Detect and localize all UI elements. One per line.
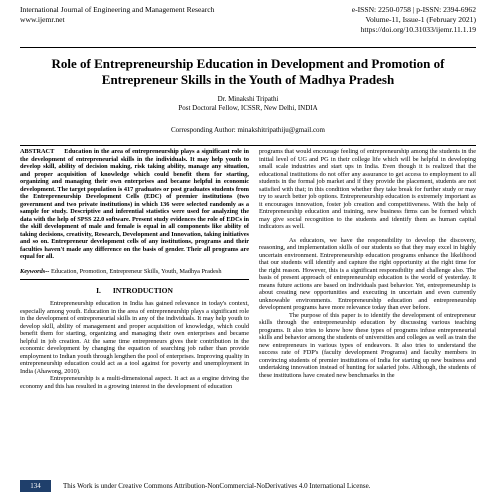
license-text: This Work is under Creative Commons Attribution-NonCommercial-NoDerivatives 4.0 International License. [63, 482, 371, 490]
author-name: Dr. Minakshi Tripathi [217, 95, 279, 103]
title-divider [20, 145, 476, 146]
keywords [20, 268, 249, 276]
left-column [20, 148, 249, 473]
header-right [352, 5, 476, 35]
volume-line: Volume-11, Issue-1 (February 2021) [365, 15, 476, 24]
journal-website[interactable]: www.ijemr.net [20, 15, 65, 24]
abstract [20, 148, 249, 261]
intro-paragraph-1: Entrepreneurship education in India has gained relevance in today's context, especially among youth. Education in the area of entrepreneurship plays a significant role in the development of entrepreneurial skills in any of the individuals. It may help youth to develop skill, ability of management and proper acquisition of knowledge, which could benefit them for starting, organizing and managing their own enterprises and became helpful in job creation. At the same time entrepreneurs gives their contribution in the economic development by changing the equation of searching job rather than provide employment to Indian youth through lengthen the pool of enterprises. Improving quality in entrepreneurship education could act as a tool against for poverty and unemployment in India (Ahawong, 2010). [20, 300, 249, 375]
keywords-text: Education, Promotion, Entrepreneur Skills, Youth, Madhya Pradesh [49, 267, 222, 275]
abstract-text: Education in the area of entrepreneurship plays a significant role in the development of entrepreneurial skills in the individuals. It may help youth to develop skill, ability of decision making, risk taking ability, manage any situation, and proper acquisition of knowledge which could benefit them for starting, organizing and managing their own enterprises and became helpful in economic development. The target population is 417 graduates or post graduates students from the Entrepreneurship Development Cells (EDC) of premier institutions (two government and two private institutions) in which 136 were selected randomly as a sample for study. Descriptive and inferential statistics were used for analyzing the data with the help of SPSS 22.0 software. Present study evidences the role of EDCs in the skill development of male and female is equal in all components like ability of taking decisions, creativity, Research, Development and Innovation, taking initiatives and so on. Entrepreneur development cells of any institutions, programs and their faculties haven't made any difference on the basis of gender. Their all programs are equal for all. [20, 148, 249, 260]
author-block [20, 95, 476, 113]
issn-line: e-ISSN: 2250-0758 | p-ISSN: 2394-6962 [351, 5, 476, 14]
section-title: INTRODUCTION [112, 286, 173, 295]
section-number: I. [96, 286, 101, 295]
right-column [259, 148, 476, 473]
header-divider [20, 47, 476, 48]
corresponding-author[interactable]: Corresponding Author: minakshitripathiju@gmail.com [170, 126, 325, 134]
right-paragraph-2: As educators, we have the responsibility to develop the discovery, reasoning, and implementation skills of our students so that they may excel in highly uncertain environment. Entrepreneurship education programs enhance the likelihood that our students will identify and capture the right opportunity at the right time for the right reason. However, this is a significant responsibility and challenge also. The basis of present approach of entrepreneurship education is the world of yesterday. It means future actions are based on individuals past behavior. Yet, entrepreneurship is about creating new opportunities and executing in uncertain and even currently unknowable environments. Entrepreneurship education and entrepreneurship development programs have more relevance today than ever before. [259, 236, 476, 311]
page-number: 134 [20, 480, 51, 492]
section-heading [20, 286, 249, 295]
author-affiliation: Post Doctoral Fellow, ICSSR, New Delhi, INDIA [178, 104, 318, 112]
article-title: Role of Entrepreneurship Education in Development and Promotion of Entrepreneur Skills in the Youth of Madhya Pradesh [51, 56, 445, 87]
keywords-label: Keywords-- [20, 267, 50, 275]
header-left [20, 5, 214, 25]
right-paragraph-1: programs that would encourage feeling of entrepreneurship among the students in the initial level of UG and PG in their college life which will be helpful in developing small scale industries and start ups in India. Even though it is realized that the educational institutions do not offer any assurance to get access to employment to all students in the formal job market and if they provide the placement, students are not satisfied with that; in this condition whether they take break for further study or may try to search better job options. Entrepreneurship education is extremely important as it encourages innovation, foster job creation and competitiveness. With the help of Entrepreneurship education and training, new business firms can be formed which may give social recognition to the students and identify them as human capital indicators as well. [259, 148, 476, 230]
footer [20, 480, 476, 492]
doi-link[interactable]: https://doi.org/10.31033/ijemr.11.1.19 [360, 25, 476, 34]
section-divider [20, 279, 249, 280]
abstract-heading: ABSTRACT [20, 148, 55, 155]
intro-paragraph-2: Entrepreneurship is a multi-dimensional aspect. It act as a engine driving the economy and this has resulted in a growing interest in the development of education [20, 375, 249, 390]
right-paragraph-3: The purpose of this paper is to identify the development of entrepreneur skills through the entrepreneurship education by discussing various teaching programs. It also tries to know how these types of programs infuse entrepreneurial skills and behavior among the students of universities and colleges as well as train the new entrepreneurs in various types of endeavors. It also tries to understand the success rate of FDP's (faculty development Programs) and faculty members in convincing students of premier institutions of India for starting up new business and undertaking innovation instead of hunting for salaried jobs. Although, the students of these institutions have created new benchmarks in the [259, 311, 476, 379]
journal-name: International Journal of Engineering and Management Research [20, 5, 215, 14]
